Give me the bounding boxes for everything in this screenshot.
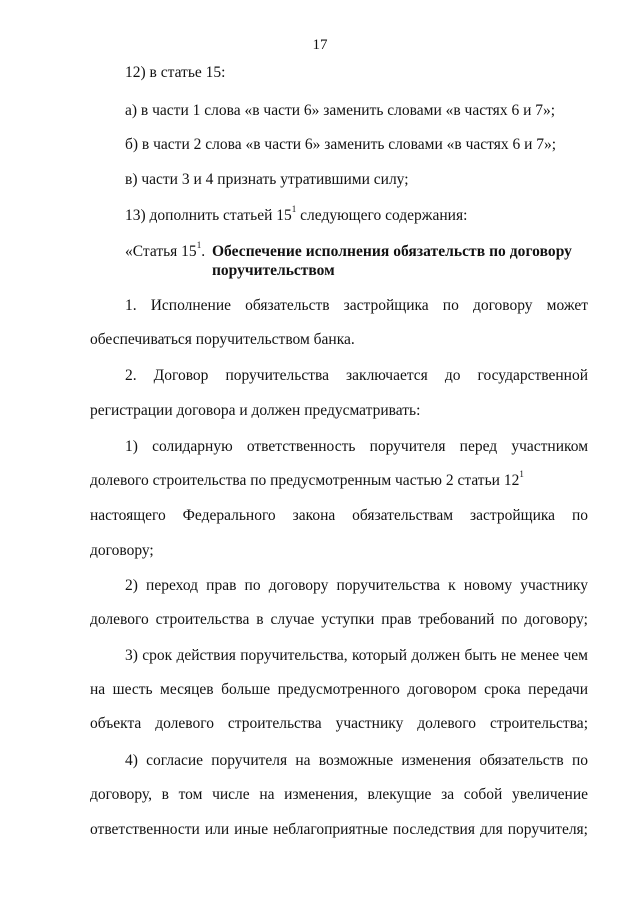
- s1-line-4: договору;: [90, 542, 154, 559]
- article-label: «Статья 15: [125, 243, 197, 260]
- s4-line-1: 4) согласие поручителя на возможные изменения обязательств по: [125, 752, 588, 769]
- item-v: в) части 3 и 4 признать утратившими силу;: [125, 171, 409, 188]
- s3-line-2: на шесть месяцев больше предусмотренного договором срока передачи: [90, 681, 588, 698]
- s1-line-1: 1) солидарную ответственность поручителя перед участником: [125, 438, 588, 455]
- s1-line-3: настоящего Федерального закона обязательствам застройщика по: [90, 507, 588, 524]
- item-b: б) в части 2 слова «в части 6» заменить словами «в частях 6 и 7»;: [125, 136, 557, 153]
- item-a: а) в части 1 слова «в части 6» заменить словами «в частях 6 и 7»;: [125, 102, 556, 119]
- item-13: 13) дополнить статьей $15^1$ следующего содержания:: [125, 203, 468, 224]
- s4-line-2: договору, в том числе на изменения, влекущие за собой увеличение: [90, 786, 588, 803]
- s3-line-1: 3) срок действия поручительства, который должен быть не менее чем: [125, 647, 588, 664]
- item-12: 12) в статье 15:: [125, 64, 226, 81]
- p2-line-1: 2. Договор поручительства заключается до государственной: [125, 367, 588, 384]
- s2-line-2: долевого строительства в случае уступки прав требований по договору;: [90, 611, 588, 628]
- p1-line-1: 1. Исполнение обязательств застройщика по договору может: [125, 297, 588, 314]
- p2-line-2: регистрации договора и должен предусматривать:: [90, 402, 421, 419]
- p1-line-2: обеспечиваться поручительством банка.: [90, 331, 355, 348]
- s1-line-2: долевого строительства по предусмотренным частью 2 статьи $12^1$: [90, 468, 524, 489]
- s3-line-3: объекта долевого строительства участнику долевого строительства;: [90, 715, 588, 732]
- article-heading: «Статья $15^1$. Обеспечение исполнения обязательств по договору: [125, 239, 572, 260]
- article-title-line-1: Обеспечение исполнения обязательств по договору: [211, 243, 572, 260]
- article-title-line-2: поручительством: [212, 262, 335, 279]
- page-number: 17: [312, 37, 328, 53]
- s2-line-1: 2) переход прав по договору поручительства к новому участнику: [125, 577, 588, 594]
- s4-line-3: ответственности или иные неблагоприятные последствия для поручителя;: [90, 821, 588, 838]
